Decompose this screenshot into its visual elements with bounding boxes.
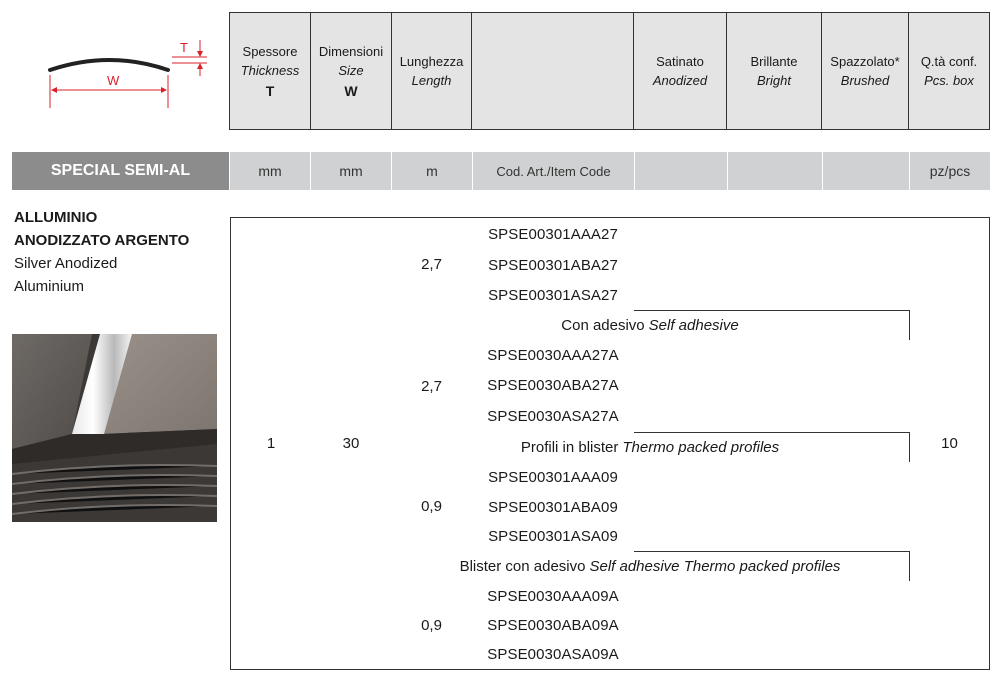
cell-length: 0,9 (391, 581, 473, 669)
finish-brushed-cell (822, 581, 910, 612)
finish-brushed-cell (822, 462, 910, 493)
finish-brushed-cell (822, 522, 910, 552)
header-thickness (229, 12, 311, 130)
finish-bright-cell (727, 280, 823, 311)
header-length-it: Lunghezza (399, 54, 464, 69)
finish-anodized-cell (634, 340, 728, 371)
finish-brushed-cell (822, 370, 910, 402)
header-bright (726, 12, 822, 130)
cell-size: 30 (311, 218, 392, 669)
header-bright-en: Bright (757, 73, 791, 88)
note-italic: Self adhesive (648, 316, 739, 334)
cell-code: SPSE00301ASA09 (472, 522, 635, 552)
header-pcs (908, 12, 990, 130)
note-plain: Con adesivo (561, 316, 645, 334)
finish-brushed-cell (822, 611, 910, 641)
finish-bright-cell (727, 522, 823, 552)
cell-code: SPSE0030AAA09A (472, 581, 635, 612)
finish-anodized-cell (634, 492, 728, 523)
note-row (391, 310, 910, 341)
header-bright-it: Brillante (750, 54, 798, 69)
finish-bright-cell (727, 401, 823, 433)
unit-bright (728, 152, 823, 190)
finish-brushed-cell (822, 640, 910, 669)
unit-brushed (823, 152, 910, 190)
finish-bright-cell (727, 462, 823, 493)
unit-anodized (635, 152, 728, 190)
product-title-line1: ALLUMINIO (14, 209, 98, 226)
note-row (391, 551, 910, 582)
finish-anodized-cell (634, 581, 728, 612)
cell-code: SPSE0030AAA27A (472, 340, 635, 371)
finish-brushed-cell (822, 218, 910, 251)
header-length-en: Length (411, 73, 452, 88)
header-brushed-en: Brushed (840, 73, 890, 88)
finish-anodized-cell (634, 218, 728, 251)
cell-code: SPSE00301ASA27 (472, 280, 635, 311)
note-italic: Self adhesive Thermo packed profiles (589, 557, 841, 575)
cell-code: SPSE00301ABA27 (472, 250, 635, 281)
cell-code: SPSE00301AAA27 (472, 218, 635, 251)
cell-code: SPSE00301ABA09 (472, 492, 635, 523)
unit-thickness: mm (230, 152, 311, 190)
header-anodized (633, 12, 727, 130)
header-size (310, 12, 392, 130)
diagram-t-label: T (180, 40, 188, 55)
finish-brushed-cell (822, 250, 910, 281)
header-anodized-it: Satinato (656, 54, 704, 69)
header-size-sym: W (344, 82, 358, 99)
header-pcs-en: Pcs. box (924, 73, 974, 88)
cell-code: SPSE0030ABA09A (472, 611, 635, 641)
product-photo (12, 334, 217, 522)
unit-pcs: pz/pcs (910, 152, 990, 190)
finish-brushed-cell (822, 340, 910, 371)
finish-bright-cell (727, 581, 823, 612)
finish-anodized-cell (634, 611, 728, 641)
finish-anodized-cell (634, 280, 728, 311)
note-row (391, 432, 910, 463)
header-thickness-it: Spessore (242, 43, 298, 59)
header-grid (229, 12, 990, 130)
header-thickness-en: Thickness (240, 62, 300, 78)
cell-code: SPSE0030ASA27A (472, 401, 635, 433)
header-brushed-it: Spazzolato* (830, 54, 900, 69)
cell-length: 2,7 (391, 340, 473, 433)
finish-anodized-cell (634, 640, 728, 669)
cell-thickness: 1 (231, 218, 312, 669)
product-title-line2: ANODIZZATO ARGENTO (14, 232, 190, 249)
profile-diagram (40, 30, 220, 115)
cell-length: 2,7 (391, 218, 473, 311)
unit-length: m (392, 152, 473, 190)
header-code-blank (471, 12, 634, 130)
product-name-bar: SPECIAL SEMI-AL (12, 152, 230, 190)
header-thickness-sym: T (265, 82, 275, 99)
finish-brushed-cell (822, 280, 910, 311)
diagram-w-label: W (107, 73, 120, 88)
note-italic: Thermo packed profiles (622, 438, 780, 456)
product-title-line3: Silver Anodized (14, 255, 118, 272)
finish-bright-cell (727, 370, 823, 402)
header-length (391, 12, 472, 130)
finish-bright-cell (727, 218, 823, 251)
cell-pcs: 10 (909, 218, 989, 669)
finish-anodized-cell (634, 522, 728, 552)
finish-anodized-cell (634, 462, 728, 493)
finish-bright-cell (727, 250, 823, 281)
header-anodized-en: Anodized (652, 73, 708, 88)
finish-bright-cell (727, 611, 823, 641)
product-title-line4: Aluminium (14, 278, 85, 295)
finish-brushed-cell (822, 401, 910, 433)
cell-code: SPSE00301AAA09 (472, 462, 635, 493)
cell-length: 0,9 (391, 462, 473, 552)
note-plain: Blister con adesivo (459, 557, 586, 575)
product-title (14, 206, 224, 298)
header-pcs-it: Q.tà conf. (920, 54, 978, 69)
unit-code: Cod. Art./Item Code (473, 152, 635, 190)
finish-anodized-cell (634, 370, 728, 402)
finish-bright-cell (727, 640, 823, 669)
unit-size: mm (311, 152, 392, 190)
header-size-en: Size (338, 62, 364, 78)
finish-bright-cell (727, 492, 823, 523)
finish-brushed-cell (822, 492, 910, 523)
unit-bar (12, 152, 990, 190)
note-plain: Profili in blister (520, 438, 619, 456)
cell-code: SPSE0030ASA09A (472, 640, 635, 669)
product-table (230, 217, 990, 670)
cell-code: SPSE0030ABA27A (472, 370, 635, 402)
finish-anodized-cell (634, 401, 728, 433)
finish-bright-cell (727, 340, 823, 371)
header-brushed (821, 12, 909, 130)
header-size-it: Dimensioni (318, 43, 384, 59)
finish-anodized-cell (634, 250, 728, 281)
